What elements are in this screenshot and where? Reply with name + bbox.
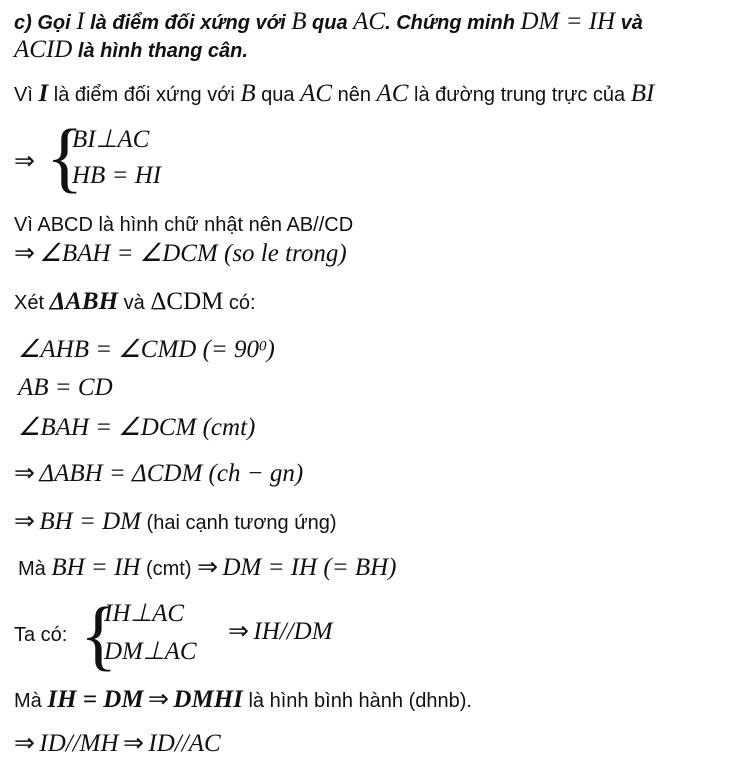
text: và [118,292,151,314]
math: BI [630,80,655,107]
text: Vì ABCD là hình chữ nhật nên AB//CD [14,214,354,236]
text: là đường trung trực của [408,84,631,106]
implies-arrow: ⇒ [14,508,35,535]
title-math: DM = IH [520,8,616,35]
implies-arrow: ⇒ [14,240,35,267]
system-row: DM⊥AC [104,638,197,665]
math: ∠BAH = ∠DCM (so le trong) [39,240,347,267]
title-text: và [615,12,643,34]
math: DMHI [173,686,243,713]
math: ΔABH = ΔCDM (ch − gn) [39,460,304,487]
title-text: c) Gọi [14,12,77,34]
math: AB = CD [18,374,113,401]
id-parallel-ac-line [14,728,221,758]
title-math: B [291,8,307,35]
system-row: BI⊥AC [72,126,150,153]
math: ∠BAH = ∠DCM (cmt) [18,414,256,441]
math: (= BH) [317,554,397,581]
text: Vì [14,84,39,106]
math: BH = DM [39,508,141,535]
rectangle-parallel-line [14,214,353,237]
dm-equals-ih-line [18,552,396,582]
implies-arrow: ⇒ [14,148,35,175]
system-row: HB = HI [72,162,162,189]
title-math: AC [353,8,386,35]
math: ) [266,336,275,363]
text: Xét [14,292,50,314]
corresponding-sides-line [14,506,337,536]
math: IH//DM [253,618,333,645]
math: B [240,80,256,107]
text: Ta có: [14,624,68,646]
implies-arrow: ⇒ [197,554,219,581]
math: ID//MH [39,730,119,757]
math: I [38,80,49,107]
title-text: là hình thang cân. [72,40,248,62]
title-math: I [76,8,85,35]
text: Mà [18,558,52,580]
degree-superscript: 0 [259,338,267,355]
equal-sides-line [18,374,113,402]
text: Mà [14,690,48,712]
title-text: là điểm đối xứng với [84,12,292,34]
implies-arrow: ⇒ [14,730,35,757]
system-conclusion [228,616,333,646]
system-row: IH⊥AC [104,600,185,627]
congruent-triangles-line [14,458,303,488]
math: ΔABH [49,288,119,315]
implies-arrow: ⇒ [123,730,144,757]
math: AC [300,80,333,107]
text: là điểm đối xứng với [48,84,241,106]
curly-brace: { [80,591,118,678]
text: (cmt) [140,558,198,580]
title-math: ACID [14,36,73,63]
math: IH = DM [47,686,144,713]
perpendicular-bisector-line [14,80,654,108]
consider-triangles-line [14,288,256,316]
implies-arrow: ⇒ [14,460,35,487]
math: BH = IH [51,554,141,581]
alternate-angles-line [14,238,347,268]
math: AC [376,80,409,107]
math: ΔCDM [150,288,224,315]
text: có: [223,292,256,314]
problem-statement-line-1 [14,8,643,36]
text: là hình bình hành (dhnb). [242,690,472,712]
title-text: . Chứng minh [385,12,521,34]
implies-arrow: ⇒ [148,686,169,713]
parallelogram-line [14,684,472,714]
implies-arrow: ⇒ [228,618,249,645]
math: DM = IH [222,554,318,581]
title-text: qua [306,12,354,34]
right-angle-line [18,334,275,364]
math: ∠AHB = ∠CMD (= 90 [18,336,260,363]
text: qua [255,84,301,106]
equal-angles-line [18,412,255,442]
problem-statement-line-2 [14,36,248,64]
text: (hai cạnh tương ứng) [140,512,337,534]
math: ID//AC [148,730,221,757]
curly-brace: { [46,113,84,200]
text: nên [332,84,377,106]
